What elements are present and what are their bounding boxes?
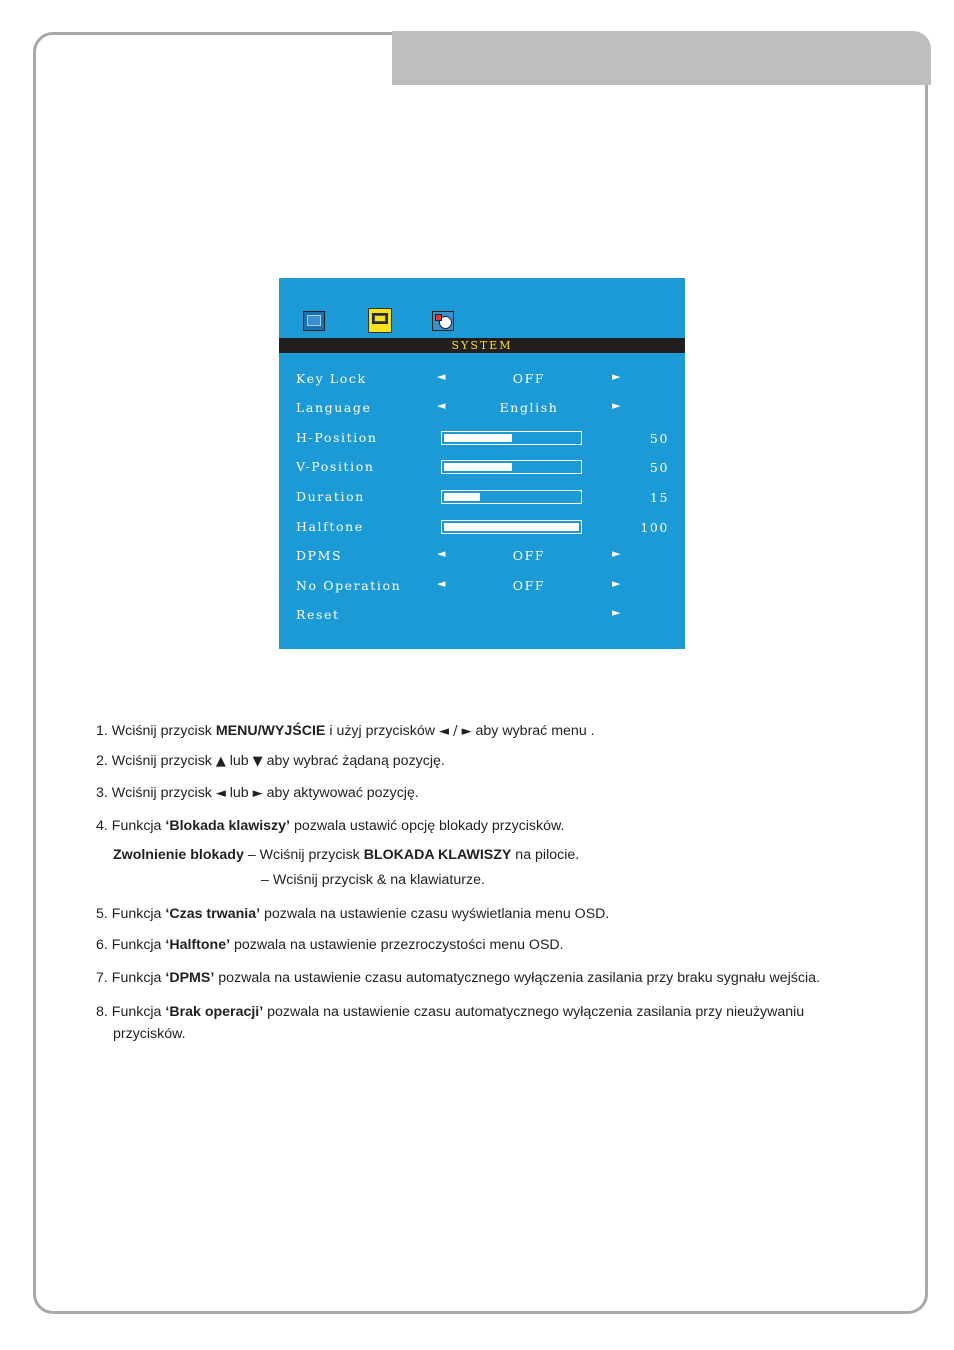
- instruction-text: pozwala na ustawienie czasu automatycznego wyłączenia zasilania przy braku sygnału wejścia.: [214, 970, 820, 986]
- osd-row-label: Key Lock: [296, 371, 367, 386]
- osd-row-reset[interactable]: [279, 605, 685, 625]
- instruction-bold: ‘Halftone’: [165, 937, 231, 953]
- instruction-6: [96, 936, 564, 954]
- instruction-text: aby wybrać menu .: [471, 723, 595, 739]
- instruction-5: [96, 905, 609, 923]
- osd-row-duration[interactable]: [279, 487, 685, 507]
- instruction-text: pozwala na ustawienie przezroczystości menu OSD.: [230, 937, 564, 953]
- arrow-right-icon[interactable]: ►: [612, 577, 623, 590]
- instruction-text: pozwala na ustawienie czasu wyświetlania menu OSD.: [260, 906, 610, 922]
- instruction-bold: BLOKADA KLAWISZY: [363, 847, 512, 863]
- osd-slider[interactable]: [441, 431, 582, 445]
- instruction-text: na pilocie.: [511, 847, 580, 863]
- osd-slider-fill: [444, 463, 512, 471]
- page-frame: [33, 32, 928, 1314]
- instruction-text: 1. Wciśnij przycisk: [96, 723, 216, 739]
- osd-slider-fill: [444, 434, 512, 442]
- instruction-text: pozwala na ustawienie czasu automatycznego wyłączenia zasilania przy nieużywaniu: [263, 1004, 805, 1020]
- arrow-left-icon[interactable]: ◄: [437, 547, 448, 560]
- arrow-up-icon: ▲: [215, 754, 226, 769]
- osd-row-value: 15: [649, 490, 669, 505]
- instruction-text: pozwala ustawić opcję blokady przycisków.: [290, 818, 565, 834]
- instruction-text: przycisków.: [113, 1026, 186, 1042]
- osd-row-label: Language: [296, 400, 372, 415]
- instruction-text: 3. Wciśnij przycisk: [96, 785, 216, 801]
- osd-slider[interactable]: [441, 520, 582, 534]
- osd-row-v-position[interactable]: [279, 457, 685, 477]
- arrow-right-icon[interactable]: ►: [612, 399, 623, 412]
- instruction-text: – Wciśnij przycisk & na klawiaturze.: [261, 872, 485, 888]
- instruction-text: aby wybrać żądaną pozycję.: [262, 753, 445, 769]
- instruction-text: 4. Funkcja: [96, 818, 166, 834]
- osd-row-label: V-Position: [296, 459, 375, 474]
- instruction-text: 2. Wciśnij przycisk: [96, 753, 216, 769]
- osd-row-value: OFF: [512, 371, 546, 386]
- instruction-8-cont: [113, 1025, 186, 1043]
- osd-row-label: Halftone: [296, 519, 364, 534]
- instruction-7: [96, 969, 820, 987]
- osd-row-h-position[interactable]: [279, 428, 685, 448]
- instruction-bold: ‘Blokada klawiszy’: [165, 818, 290, 834]
- instruction-4-unlock: [113, 846, 579, 864]
- osd-row-label: DPMS: [296, 548, 343, 563]
- instruction-3: [96, 784, 419, 803]
- osd-row-label: Duration: [296, 489, 365, 504]
- instruction-2: [96, 752, 445, 771]
- instruction-bold: MENU/WYJŚCIE: [215, 723, 326, 739]
- osd-row-value: OFF: [512, 548, 546, 563]
- osd-row-key-lock[interactable]: [279, 369, 685, 389]
- osd-title: SYSTEM: [279, 338, 685, 353]
- pc-icon[interactable]: [303, 311, 325, 331]
- instruction-4-keyboard: [261, 871, 485, 889]
- arrow-right-icon[interactable]: ►: [612, 370, 623, 383]
- osd-slider[interactable]: [441, 490, 582, 504]
- osd-row-value: English: [499, 400, 559, 415]
- osd-row-no-operation[interactable]: [279, 576, 685, 596]
- osd-row-value: 50: [649, 460, 669, 475]
- instruction-bold: ‘Czas trwania’: [165, 906, 261, 922]
- instruction-bold: Zwolnienie blokady: [113, 847, 244, 863]
- header-bar: [392, 31, 931, 85]
- osd-row-halftone[interactable]: [279, 517, 685, 537]
- instruction-text: – Wciśnij przycisk: [243, 847, 364, 863]
- instruction-1: [96, 722, 595, 741]
- instruction-text: 5. Funkcja: [96, 906, 166, 922]
- osd-row-language[interactable]: [279, 398, 685, 418]
- osd-slider-fill: [444, 493, 480, 501]
- instruction-text: 7. Funkcja: [96, 970, 166, 986]
- osd-menu: [279, 278, 685, 649]
- osd-row-label: Reset: [296, 607, 340, 622]
- system-icon[interactable]: [368, 308, 392, 333]
- arrow-left-icon[interactable]: ◄: [437, 399, 448, 412]
- instruction-text: 8. Funkcja: [96, 1004, 166, 1020]
- osd-slider[interactable]: [441, 460, 582, 474]
- osd-row-value: 50: [649, 431, 669, 446]
- arrow-left-icon[interactable]: ◄: [437, 577, 448, 590]
- instruction-text: i użyj przycisków: [325, 723, 439, 739]
- osd-row-dpms[interactable]: [279, 546, 685, 566]
- arrow-left-icon[interactable]: ◄: [437, 370, 448, 383]
- instruction-8: [96, 1003, 804, 1021]
- arrow-down-icon: ▼: [252, 754, 263, 769]
- osd-row-value: OFF: [512, 578, 546, 593]
- arrow-right-icon: ►: [252, 786, 263, 801]
- instruction-bold: ‘Brak operacji’: [165, 1004, 264, 1020]
- instruction-text: 6. Funkcja: [96, 937, 166, 953]
- arrow-right-icon[interactable]: ►: [612, 547, 623, 560]
- instruction-text: lub: [225, 753, 253, 769]
- instruction-text: lub: [225, 785, 253, 801]
- instruction-text: aby aktywować pozycję.: [262, 785, 419, 801]
- osd-row-value: 100: [640, 520, 669, 535]
- arrow-left-right-icon: ◄ / ►: [438, 724, 472, 739]
- instruction-bold: ‘DPMS’: [165, 970, 215, 986]
- osd-slider-fill: [444, 523, 579, 531]
- clock-icon[interactable]: [432, 311, 454, 331]
- osd-row-label: H-Position: [296, 430, 378, 445]
- arrow-left-icon: ◄: [215, 786, 226, 801]
- arrow-right-icon[interactable]: ►: [612, 606, 623, 619]
- instruction-4: [96, 817, 564, 835]
- osd-row-label: No Operation: [296, 578, 402, 593]
